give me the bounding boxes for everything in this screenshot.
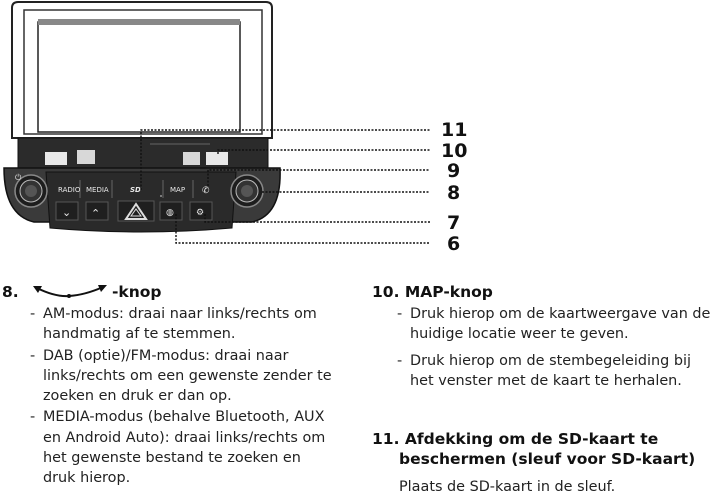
section-11-heading-line-1: 11. Afdekking om de SD-kaart te [372, 430, 659, 448]
media-button: MEDIA [86, 186, 109, 194]
section-11-heading-line-2: beschermen (sleuf voor SD-kaart) [399, 450, 696, 468]
sd-card-cover: SD [130, 186, 141, 194]
map-button: MAP [170, 186, 186, 194]
tune-file-knob [231, 175, 263, 207]
callout-8: 8 [447, 182, 461, 204]
chevron-down-icon: ⌄ [62, 206, 72, 219]
callout-11: 11 [441, 119, 468, 141]
list-item: - Druk hierop om de kaartweergave van de huidige locatie weer te geven. [397, 304, 713, 345]
section-8-list [30, 304, 335, 490]
callout-6: 6 [447, 233, 461, 255]
display-screen [38, 22, 240, 132]
gear-icon: ⚙ [196, 208, 205, 218]
callout-9: 9 [447, 160, 461, 182]
section-8-number: 8. [2, 283, 19, 301]
list-item: - Druk hierop om de stembegeleiding bij het venster met de kaart te herhalen. [397, 351, 713, 392]
svg-text:⏻: ⏻ [15, 173, 22, 182]
setup-icon: ◍ [166, 208, 174, 218]
section-11-body: Plaats de SD-kaart in de sleuf. [399, 479, 616, 495]
chevron-up-icon: ⌃ [91, 207, 101, 220]
map-button-key [206, 152, 228, 165]
callout-10: 10 [441, 140, 468, 162]
section-10-list [397, 304, 713, 392]
list-item: - DAB (optie)/FM-modus: draai naar links/rechts om een gewenste zender te zoeken en druk er dan op. [30, 346, 335, 407]
rotate-knob-icon [31, 283, 109, 301]
list-item: - AM-modus: draai naar links/rechts om handmatig af te stemmen. [30, 304, 335, 345]
list-item: - MEDIA-modus (behalve Bluetooth, AUX en Android Auto): draai links/rechts om het gewenste bestand te zoeken en druk hierop. [30, 407, 335, 488]
callout-7: 7 [447, 212, 461, 234]
section-10-heading: 10. MAP-knop [372, 283, 493, 301]
hazard-button [118, 201, 154, 221]
section-8-title: -knop [112, 283, 162, 301]
phone-icon: ✆ [202, 186, 210, 196]
radio-button: RADIO [58, 186, 81, 194]
